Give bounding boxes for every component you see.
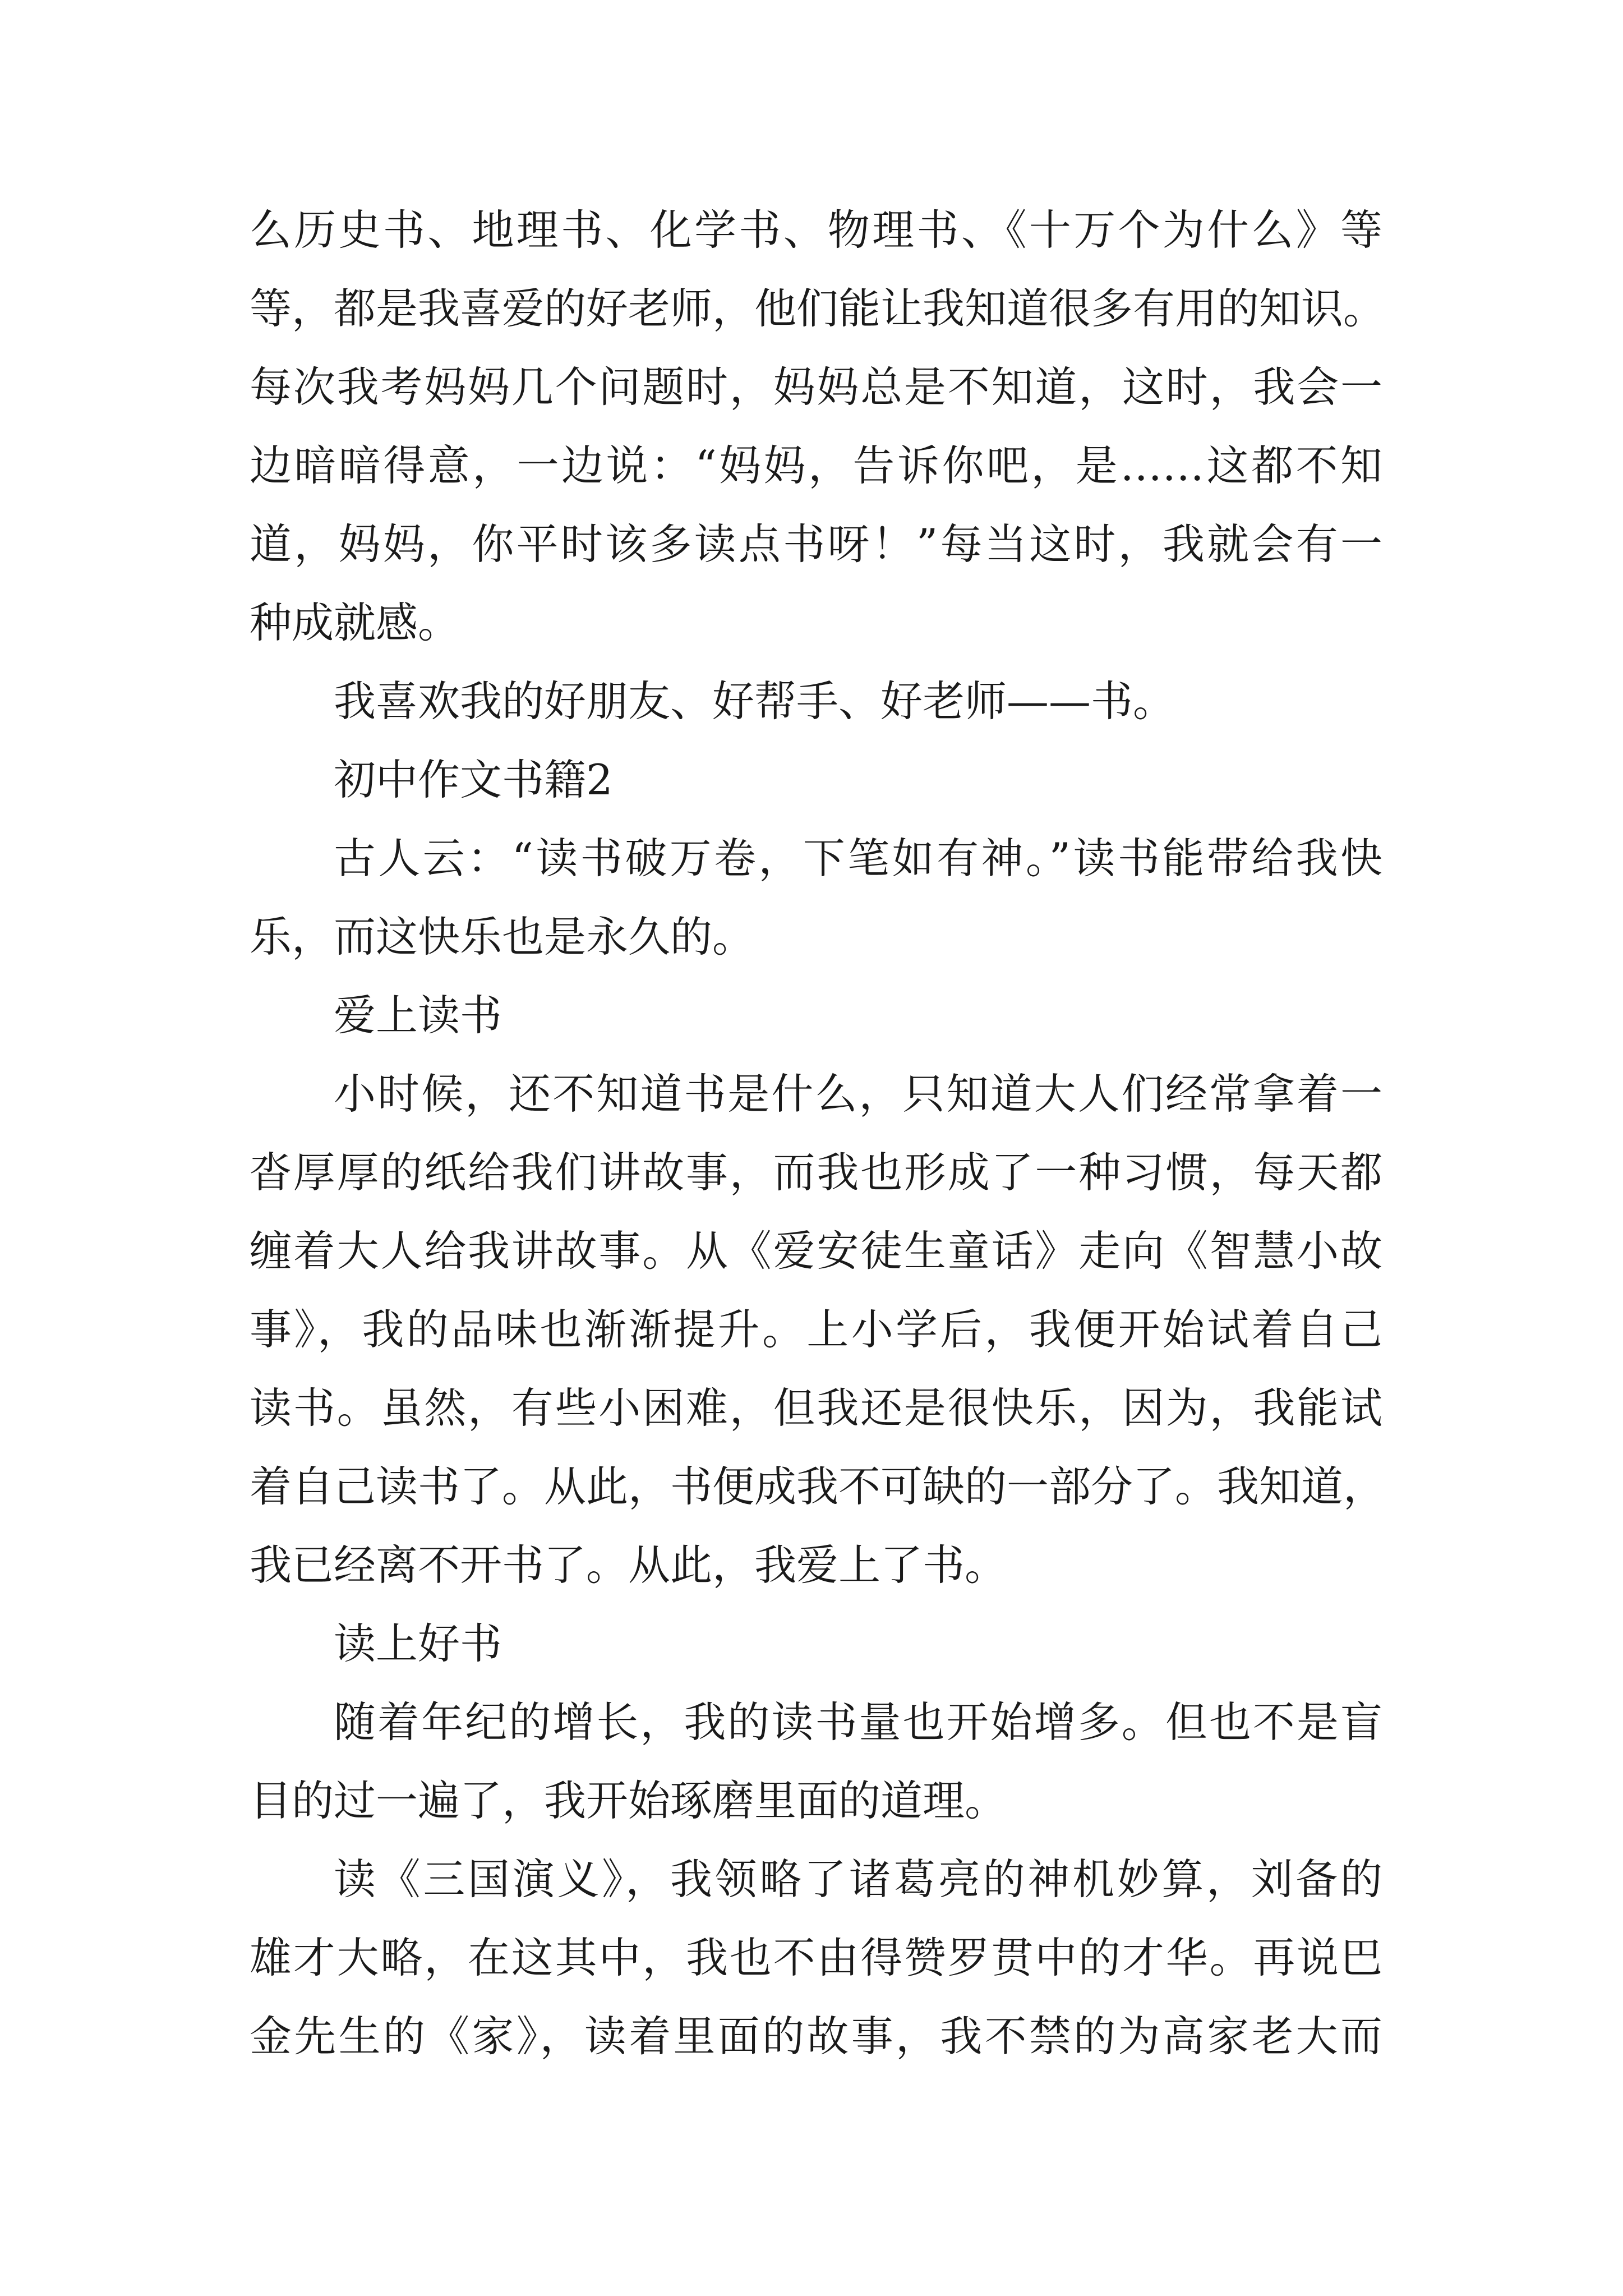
text-line: 每次我考妈妈几个问题时，妈妈总是不知道，这时，我会一 — [250, 362, 1382, 412]
text-line: 小时候，还不知道书是什么，只知道大人们经常拿着一 — [334, 1069, 1382, 1119]
section-heading: 初中作文书籍2 — [334, 755, 613, 804]
subsection-heading: 爱上读书 — [334, 991, 502, 1040]
text-line: 金先生的《家》，读着里面的故事，我不禁的为高家老大而 — [250, 2012, 1382, 2061]
text-line: 种成就感。 — [250, 598, 460, 647]
text-line: 着自己读书了。从此，书便成我不可缺的一部分了。我知道， — [250, 1462, 1386, 1511]
text-line: 乐，而这快乐也是永久的。 — [250, 912, 755, 961]
text-line: 缠着大人给我讲故事。从《爱安徒生童话》走向《智慧小故 — [250, 1226, 1382, 1276]
document-body — [250, 191, 1386, 2076]
subsection-heading: 读上好书 — [334, 1619, 502, 1668]
text-line: 道，妈妈，你平时该多读点书呀！”每当这时，我就会有一 — [250, 519, 1382, 569]
text-line: 我已经离不开书了。从此，我爱上了书。 — [250, 1540, 1007, 1590]
text-line: 随着年纪的增长，我的读书量也开始增多。但也不是盲 — [334, 1697, 1382, 1747]
text-line: 等，都是我喜爱的好老师，他们能让我知道很多有用的知识。 — [250, 284, 1386, 333]
text-line: 边暗暗得意，一边说：“妈妈，告诉你吧，是……这都不知 — [250, 441, 1382, 490]
text-line: 么历史书、地理书、化学书、物理书、《十万个为什么》等 — [250, 205, 1382, 255]
text-line: 古人云：“读书破万卷，下笔如有神。”读书能带给我快 — [334, 834, 1382, 883]
text-line: 目的过一遍了，我开始琢磨里面的道理。 — [250, 1776, 1007, 1825]
text-line: 我喜欢我的好朋友、好帮手、好老师——书。 — [334, 677, 1175, 726]
text-line: 读书。虽然，有些小困难，但我还是很快乐，因为，我能试 — [250, 1383, 1382, 1433]
text-line: 雄才大略，在这其中，我也不由得赞罗贯中的才华。再说巴 — [250, 1933, 1382, 1982]
text-line: 事》，我的品味也渐渐提升。上小学后，我便开始试着自己 — [250, 1305, 1382, 1354]
text-line: 读《三国演义》，我领略了诸葛亮的神机妙算，刘备的 — [334, 1855, 1382, 1904]
text-line: 沓厚厚的纸给我们讲故事，而我也形成了一种习惯，每天都 — [250, 1148, 1382, 1197]
